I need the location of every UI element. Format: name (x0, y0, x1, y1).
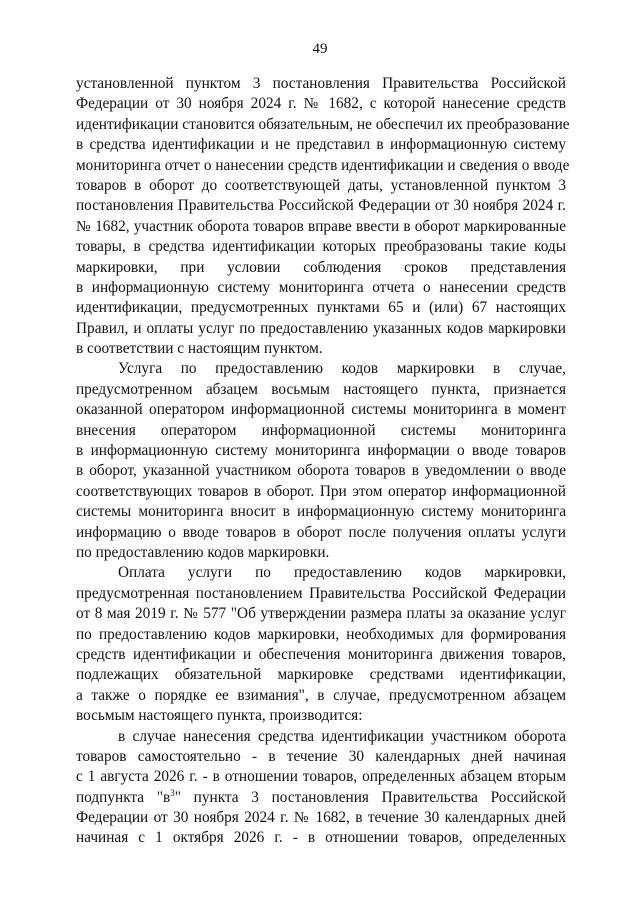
line-text: по предоставлению кодов маркировки. (76, 543, 330, 561)
line-text: в соответствии с настоящим пунктом. (76, 340, 323, 358)
text-line (76, 584, 566, 604)
text-line (76, 686, 566, 706)
paragraph (76, 74, 570, 359)
text-line (76, 339, 566, 359)
text-line (76, 767, 566, 787)
text-line (76, 727, 566, 747)
text-line (76, 788, 566, 808)
line-text: маркировки, при условии соблюдения сроков представления (76, 258, 566, 276)
text-line (76, 278, 566, 298)
line-text: идентификации становится обязательным, не обеспечил их преобразование (76, 115, 570, 133)
text-line (76, 665, 566, 685)
text-line (76, 94, 566, 114)
line-text: идентификации, предусмотренных пунктами 65 и (или) 67 настоящих (76, 299, 566, 317)
text-line (76, 176, 566, 196)
document-body (76, 74, 570, 849)
line-text: Оплата услуги по предоставлению кодов маркировки, (118, 564, 566, 582)
line-text: в информационную систему мониторинга отчета о нанесении средств (76, 278, 566, 296)
line-text: в средства идентификации и не представил в информационную систему (76, 136, 566, 154)
line-text: постановления Правительства Российской Федерации от 30 ноября 2024 г. (76, 197, 566, 215)
text-line (76, 135, 566, 155)
line-text: Федерации от 30 ноября 2024 г. № 1682, в течение 30 календарных дней (76, 809, 566, 827)
line-text: Правил, и оплаты услуг по предоставлению указанных кодов маркировки (76, 319, 566, 337)
line-text: Федерации от 30 ноября 2024 г. № 1682, с которой нанесение средств (76, 95, 566, 113)
text-line (76, 156, 570, 176)
paragraph (76, 727, 566, 849)
text-line (76, 237, 566, 257)
text-line (76, 461, 566, 481)
text-line (76, 482, 566, 502)
line-text: соответствующих товаров в оборот. При этом оператор информационной (76, 482, 566, 500)
text-line (76, 319, 566, 339)
text-line (76, 298, 566, 318)
line-text: установленной пунктом 3 постановления Правительства Российской (76, 75, 566, 92)
line-text: Услуга по предоставлению кодов маркировки в случае, (118, 360, 566, 378)
text-line (76, 441, 566, 461)
superscript: 3 (170, 787, 175, 798)
paragraph (76, 563, 566, 726)
text-line (76, 115, 570, 135)
text-line (76, 523, 566, 543)
text-line (76, 828, 566, 848)
paragraph (76, 359, 566, 563)
text-line (76, 645, 566, 665)
line-text: товары, в средства идентификации которых преобразованы такие коды (76, 238, 566, 256)
line-text: средств идентификации и обеспечения мониторинга движения товаров, (76, 645, 566, 663)
line-text: товаров самостоятельно - в течение 30 календарных дней начиная (76, 747, 566, 765)
line-text: а также о порядке ее взимания", в случае, предусмотренном абзацем (76, 686, 566, 704)
text-line (76, 74, 566, 94)
text-line (76, 604, 566, 624)
line-text: мониторинга отчет о нанесении средств идентификации и сведения о вводе (76, 156, 570, 174)
line-text-continued: " пункта 3 постановления Правительства Российской (174, 788, 566, 806)
line-text: № 1682, участник оборота товаров вправе ввести в оборот маркированные (76, 217, 566, 235)
text-line (76, 543, 566, 563)
text-line (76, 421, 566, 441)
line-text: подпункта "в (76, 788, 171, 806)
text-line (76, 217, 566, 237)
line-text: от 8 мая 2019 г. № 577 "Об утверждении размера платы за оказание услуг (76, 605, 566, 623)
text-line (76, 563, 566, 583)
text-line (76, 625, 566, 645)
line-text: предусмотренном абзацем восьмым настоящего пункта, признается (76, 380, 566, 398)
line-text: внесения оператором информационной системы мониторинга (76, 421, 566, 439)
line-text: по предоставлению кодов маркировки, необходимых для формирования (76, 625, 566, 643)
text-line (76, 380, 566, 400)
line-text: в случае нанесения средства идентификации участником оборота (118, 727, 566, 745)
line-text: системы мониторинга вносит в информационную систему мониторинга (76, 503, 566, 521)
text-line (76, 196, 566, 216)
line-text: предусмотренная постановлением Правительства Российской Федерации (76, 584, 566, 602)
text-line (76, 808, 566, 828)
text-line (76, 359, 566, 379)
line-text: информацию о вводе товаров в оборот после получения оплаты услуги (76, 523, 566, 541)
line-text: в информационную систему мониторинга информации о вводе товаров (76, 442, 566, 460)
text-line (76, 400, 566, 420)
line-text: оказанной оператором информационной системы мониторинга в момент (76, 401, 566, 419)
text-line (76, 502, 566, 522)
text-line (76, 706, 566, 726)
page-number: 49 (312, 41, 328, 57)
line-text: товаров в оборот до соответствующей даты, установленной пунктом 3 (76, 176, 566, 194)
text-line (76, 747, 566, 767)
line-text: начиная с 1 октября 2026 г. - в отношении товаров, определенных (76, 829, 566, 847)
line-text: восьмым настоящего пункта, производится: (76, 707, 363, 725)
text-line (76, 258, 566, 278)
line-text: с 1 августа 2026 г. - в отношении товаров, определенных абзацем вторым (76, 768, 566, 786)
line-text: подлежащих обязательной маркировке средствами идентификации, (76, 666, 566, 684)
line-text: в оборот, указанной участником оборота товаров в уведомлении о вводе (76, 462, 566, 480)
